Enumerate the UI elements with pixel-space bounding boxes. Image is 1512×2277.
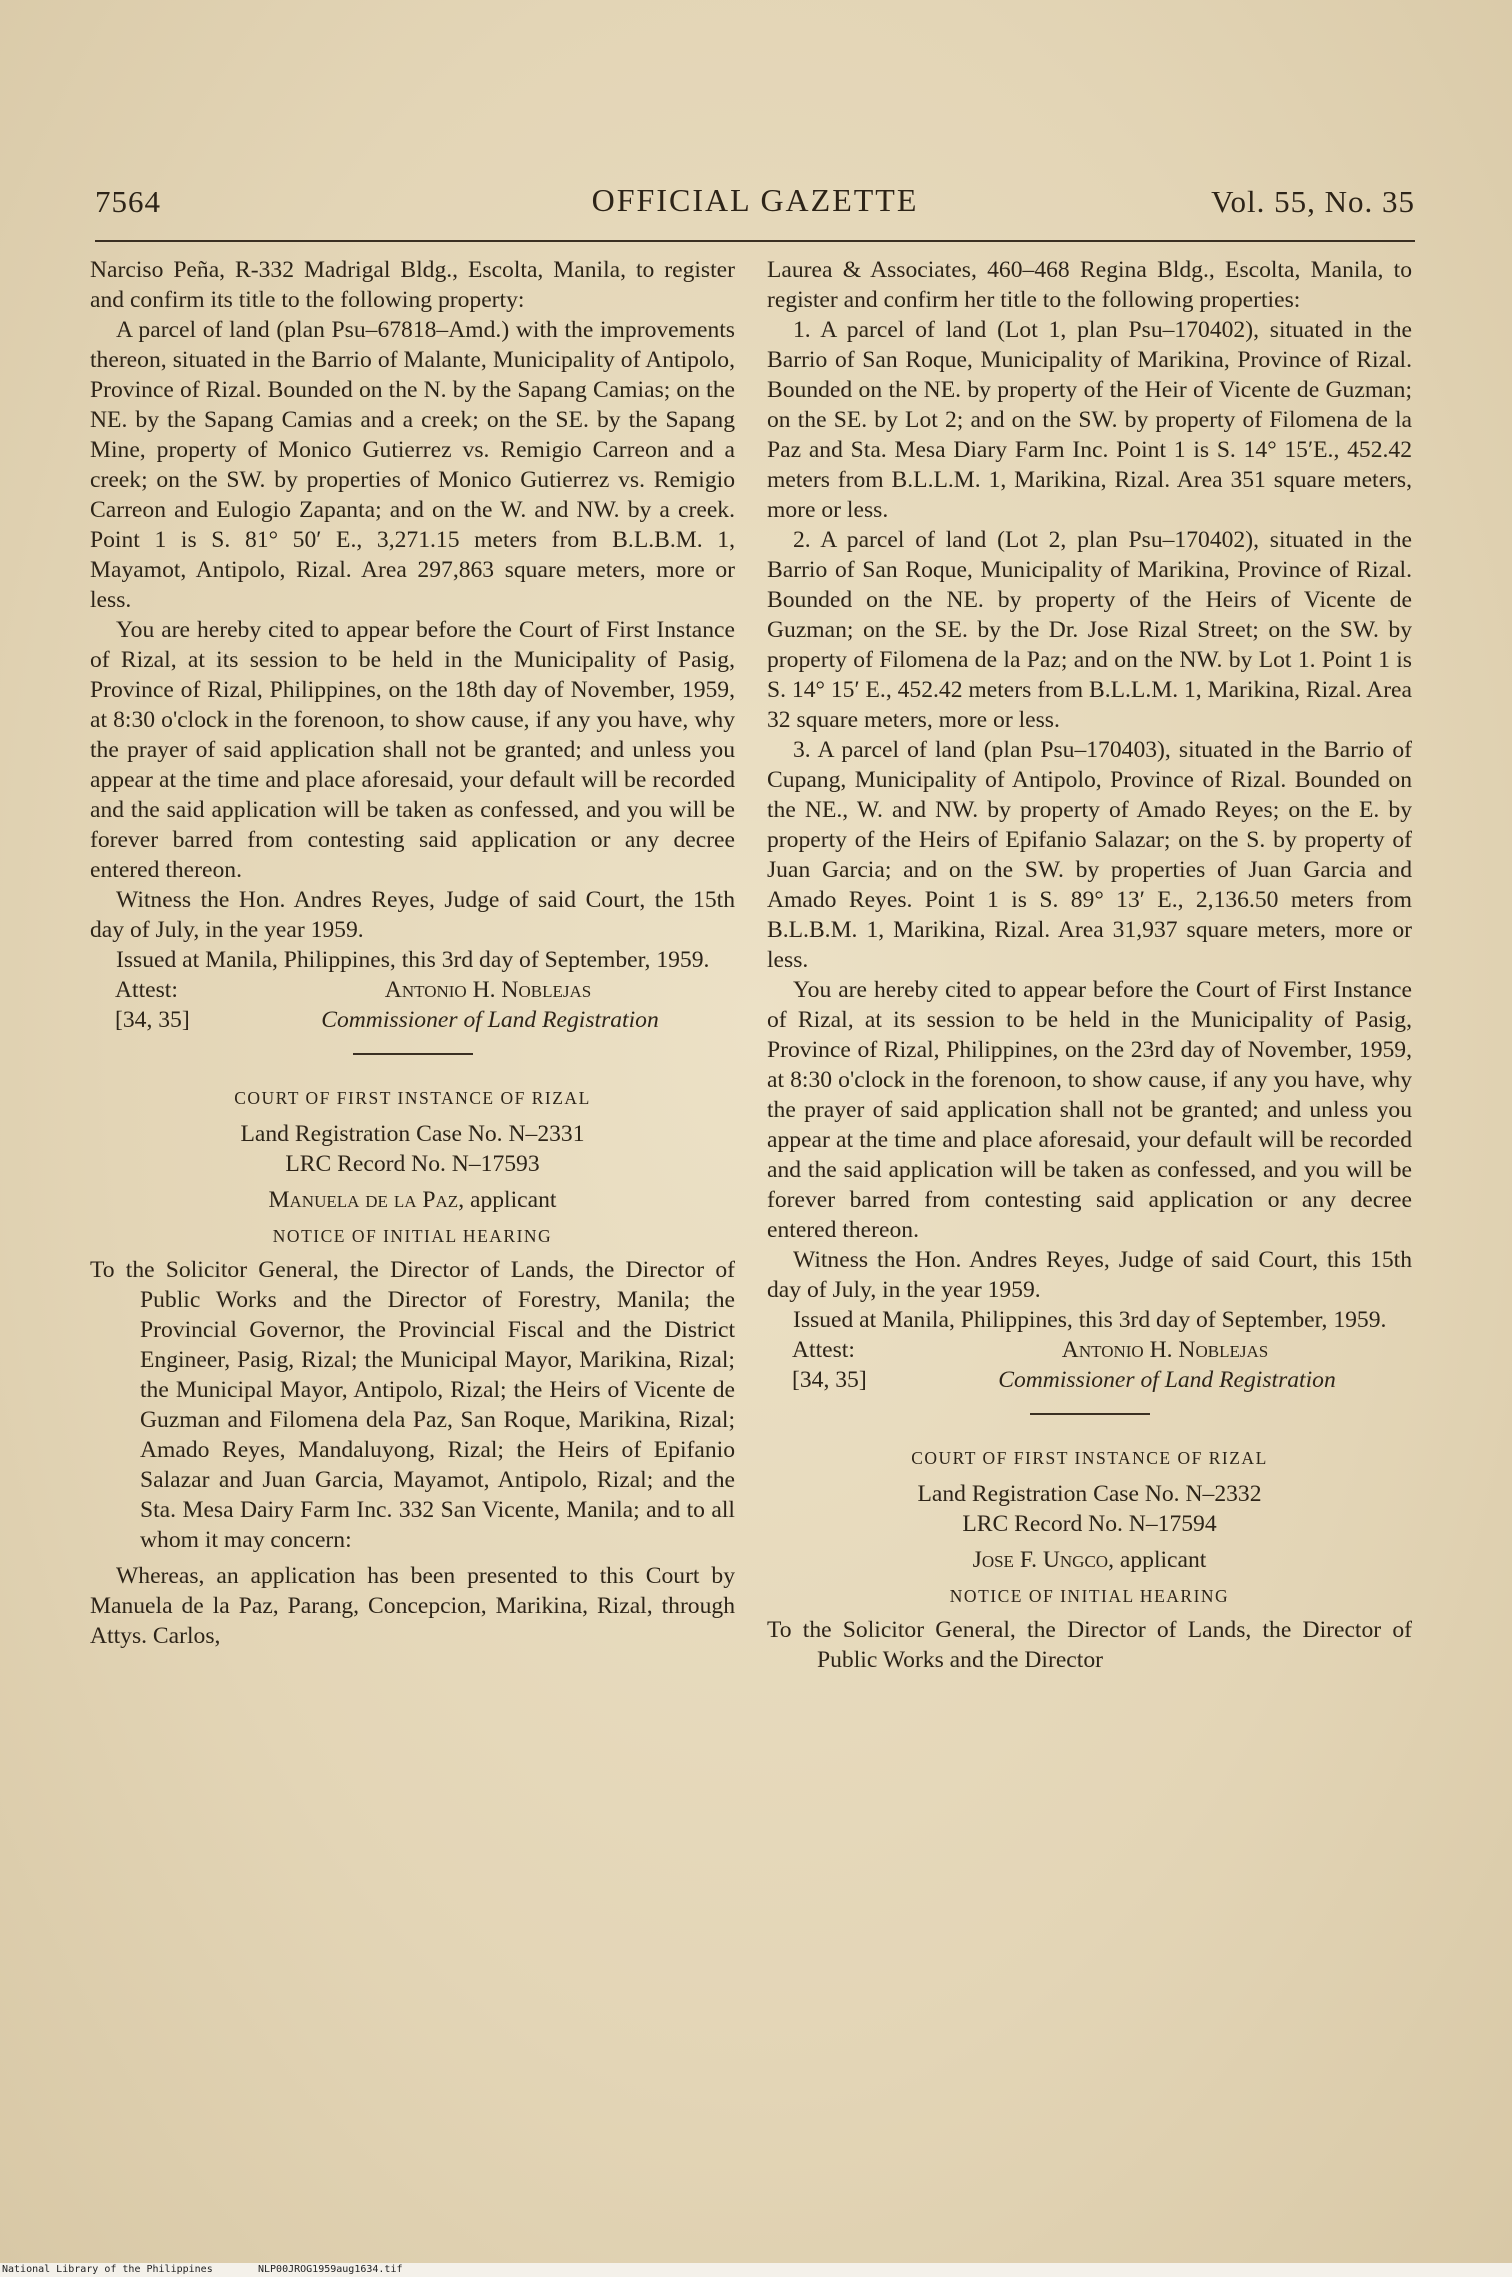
citation-paragraph: You are hereby cited to appear before the Court of First Instance of Rizal, at its session to be held in the Municipality of Pasig, Province of Rizal, Philippines, on the 18th day of November, 1959, at 8:30 o'clock in the forenoon, to show cause, if any you have, why the prayer of said application shall not be granted; and unless you appear at the time and place aforesaid, your default will be recorded and the said application will be taken as confessed, and you will be forever barred from contesting said application or any decree entered thereon. <box>90 617 735 883</box>
page-number: 7564 <box>95 184 161 219</box>
notice-heading: NOTICE OF INITIAL HEARING <box>949 1586 1230 1606</box>
parcel-3-description: 3. A parcel of land (plan Psu–170403), situated in the Barrio of Cupang, Municipality of Antipolo, Province of Rizal. Bounded on the NE., W. and NW. by property of Amado Reyes; on the E. by property of the Heirs of Epifanio Salazar; on the S. by property of Juan Garcia; and on the SW. by properties of Juan Garcia and Amado Reyes. Point 1 is S. 89° 13′ E., 2,136.50 meters from B.L.B.M. 1, Marikina, Rizal. Area 31,937 square meters, more or less. <box>767 737 1412 973</box>
continued-paragraph: Laurea & Associates, 460–468 Regina Bldg., Escolta, Manila, to register and confirm her title to the following properties: <box>767 257 1412 313</box>
applicant-suffix: , applicant <box>458 1187 557 1213</box>
court-heading: COURT OF FIRST INSTANCE OF RIZAL <box>234 1088 591 1108</box>
issue-reference: [34, 35] <box>792 1367 867 1393</box>
attest-row <box>90 975 735 1005</box>
attest-label: Attest: <box>115 977 178 1003</box>
right-column <box>767 255 1412 1675</box>
lrc-record: LRC Record No. N–17593 <box>285 1151 540 1177</box>
continued-paragraph: Narciso Peña, R-332 Madrigal Bldg., Escolta, Manila, to register and confirm its title to the following property: <box>90 257 735 313</box>
issued-paragraph: Issued at Manila, Philippines, this 3rd day of September, 1959. <box>793 1307 1387 1333</box>
section-divider <box>1030 1413 1150 1415</box>
parcel-2-description: 2. A parcel of land (Lot 2, plan Psu–170402), situated in the Barrio of San Roque, Municipality of Marikina, Province of Rizal. Bounded on the NE. by property of the Heirs of Vicente de Guzman; on the SE. by the Dr. Jose Rizal Street; on the SW. by property of Filomena de la Paz; and on the NW. by Lot 1. Point 1 is S. 14° 15′ E., 452.42 meters from B.L.L.M. 1, Marikina, Rizal. Area 32 square meters, more or less. <box>767 527 1412 733</box>
attest-label: Attest: <box>792 1337 855 1363</box>
witness-paragraph: Witness the Hon. Andres Reyes, Judge of said Court, the 15th day of July, in the year 1959. <box>90 887 735 943</box>
signatory-title: Commissioner of Land Registration <box>321 1007 659 1033</box>
header-rule <box>95 240 1415 242</box>
signatory-name: Antonio H. Noblejas <box>1061 1337 1269 1363</box>
scan-footer <box>0 2263 1512 2277</box>
attest-row <box>767 1335 1412 1365</box>
witness-paragraph: Witness the Hon. Andres Reyes, Judge of said Court, this 15th day of July, in the year 1959. <box>767 1247 1412 1303</box>
issue-reference: [34, 35] <box>115 1007 190 1033</box>
volume-number: Vol. 55, No. 35 <box>1211 184 1415 219</box>
applicant-suffix: , applicant <box>1108 1547 1207 1573</box>
whereas-paragraph: Whereas, an application has been presented to this Court by Manuela de la Paz, Parang, Concepcion, Marikina, Rizal, through Attys. Carlos, <box>90 1563 735 1649</box>
attest-title-row <box>767 1365 1412 1395</box>
property-description: A parcel of land (plan Psu–67818–Amd.) with the improvements thereon, situated in the Barrio of Malante, Municipality of Antipolo, Province of Rizal. Bounded on the N. by the Sapang Camias; on the NE. by the Sapang Camias and a creek; on the SE. by the Sapang Mine, property of Monico Gutierrez vs. Remigio Carreon and a creek; on the SW. by properties of Monico Gutierrez vs. Remigio Carreon and Eulogio Zapanta; and on the W. and NW. by a creek. Point 1 is S. 81° 50′ E., 3,271.15 meters from B.L.B.M. 1, Mayamot, Antipolo, Rizal. Area 297,863 square meters, more or less. <box>90 317 735 613</box>
lrc-record: LRC Record No. N–17594 <box>962 1511 1217 1537</box>
case-number: Land Registration Case No. N–2331 <box>240 1121 585 1147</box>
parcel-1-description: 1. A parcel of land (Lot 1, plan Psu–170402), situated in the Barrio of San Roque, Municipality of Marikina, Province of Rizal. Bounded on the NE. by property of the Heir of Vicente de Guzman; on the SE. by Lot 2; and on the SW. by property of Filomena de la Paz and Sta. Mesa Diary Farm Inc. Point 1 is S. 14° 15′E., 452.42 meters from B.L.L.M. 1, Marikina, Rizal. Area 351 square meters, more or less. <box>767 317 1412 523</box>
applicant-name: Jose F. Ungco <box>972 1547 1109 1573</box>
court-heading: COURT OF FIRST INSTANCE OF RIZAL <box>911 1448 1268 1468</box>
signatory-name: Antonio H. Noblejas <box>384 977 592 1003</box>
section-divider <box>353 1053 473 1055</box>
case-number: Land Registration Case No. N–2332 <box>917 1481 1262 1507</box>
publication-title: OFFICIAL GAZETTE <box>591 182 919 218</box>
page-header <box>95 178 1415 228</box>
citation-paragraph: You are hereby cited to appear before the Court of First Instance of Rizal, at its session to be held in the Municipality of Pasig, Province of Rizal, Philippines, on the 23rd day of November, 1959, at 8:30 o'clock in the forenoon, to show cause, if any you have, why the prayer of said application shall not be granted; and unless you appear at the time and place aforesaid, your default will be recorded and the said application will be taken as confessed, and you will be forever barred from contesting said application or any decree entered thereon. <box>767 977 1412 1243</box>
file-identifier: NLP00JROG1959aug1634.tif <box>258 2264 403 2275</box>
left-column <box>90 255 735 1651</box>
attest-title-row <box>90 1005 735 1035</box>
library-credit: National Library of the Philippines <box>2 2264 213 2275</box>
addressees: To the Solicitor General, the Director of Lands, the Director of Public Works and the Director <box>767 1617 1412 1673</box>
signatory-title: Commissioner of Land Registration <box>998 1367 1336 1393</box>
applicant-name: Manuela de la Paz <box>268 1187 459 1213</box>
applicant-line <box>90 1185 735 1215</box>
applicant-line <box>767 1545 1412 1575</box>
notice-heading: NOTICE OF INITIAL HEARING <box>272 1226 553 1246</box>
addressees: To the Solicitor General, the Director of Lands, the Director of Public Works and the Director of Forestry, Manila; the Provincial Governor, the Provincial Fiscal and the District Engineer, Pasig, Rizal; the Municipal Mayor, Marikina, Rizal; the Municipal Mayor, Antipolo, Rizal; the Heirs of Vicente de Guzman and Filomena dela Paz, San Roque, Marikina, Rizal; Amado Reyes, Mandaluyong, Rizal; the Heirs of Epifanio Salazar and Juan Garcia, Mayamot, Antipolo, Rizal; and the Sta. Mesa Dairy Farm Inc. 332 San Vicente, Manila; and to all whom it may concern: <box>90 1257 735 1553</box>
issued-paragraph: Issued at Manila, Philippines, this 3rd day of September, 1959. <box>116 947 710 973</box>
